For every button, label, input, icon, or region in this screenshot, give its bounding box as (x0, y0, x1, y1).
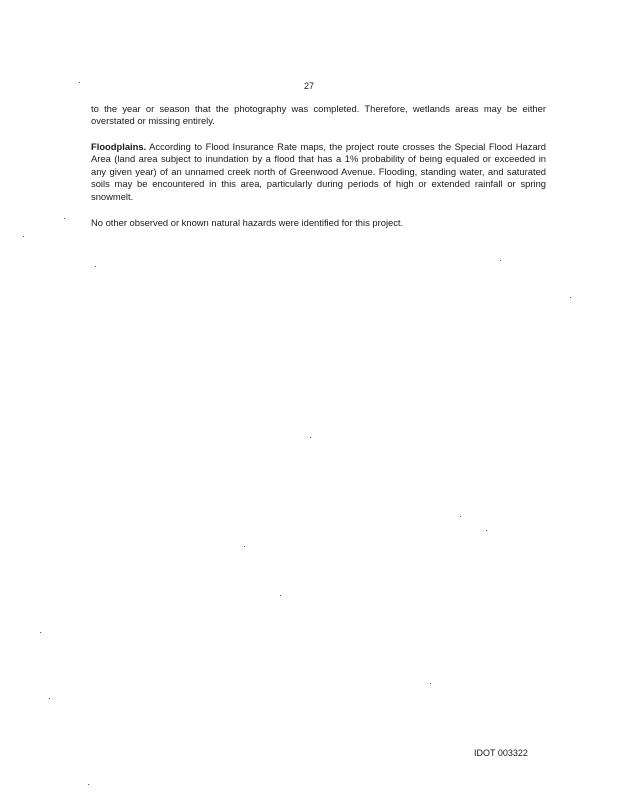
scan-speck (486, 530, 487, 531)
scan-speck (460, 516, 461, 517)
scan-speck (500, 260, 501, 261)
paragraph-natural-hazards (91, 217, 546, 229)
scan-speck (95, 266, 96, 267)
paragraph-text: to the year or season that the photography was completed. Therefore, wetlands areas may be either overstated or missing entirely. (91, 103, 546, 127)
scan-speck (570, 297, 571, 298)
scan-speck (310, 437, 311, 438)
scan-speck (430, 683, 431, 684)
paragraph-text: No other observed or known natural hazards were identified for this project. (91, 217, 404, 228)
paragraph-floodplains (91, 141, 546, 203)
scan-speck (23, 236, 24, 237)
paragraph-text: According to Flood Insurance Rate maps, the project route crosses the Special Flood Hazard Area (land area subject to inundation by a flood that has a 1% probability of being equaled or exceeded in any given year) of an unnamed creek north of Greenwood Avenue. Flooding, standing water, and saturated soils may be encountered in this area, particularly during periods of high or extended rainfall or spring snowmelt. (91, 141, 546, 202)
document-id: IDOT 003322 (474, 748, 528, 758)
scan-speck (244, 546, 245, 547)
paragraph-wetlands-continued (91, 103, 546, 128)
scan-speck (40, 632, 41, 633)
scan-speck (79, 82, 80, 83)
scan-speck (280, 595, 281, 596)
scan-speck (49, 698, 50, 699)
page-number: 27 (303, 81, 314, 91)
scan-speck (88, 784, 89, 785)
scan-speck (64, 218, 65, 219)
paragraph-heading: Floodplains. (91, 141, 147, 152)
